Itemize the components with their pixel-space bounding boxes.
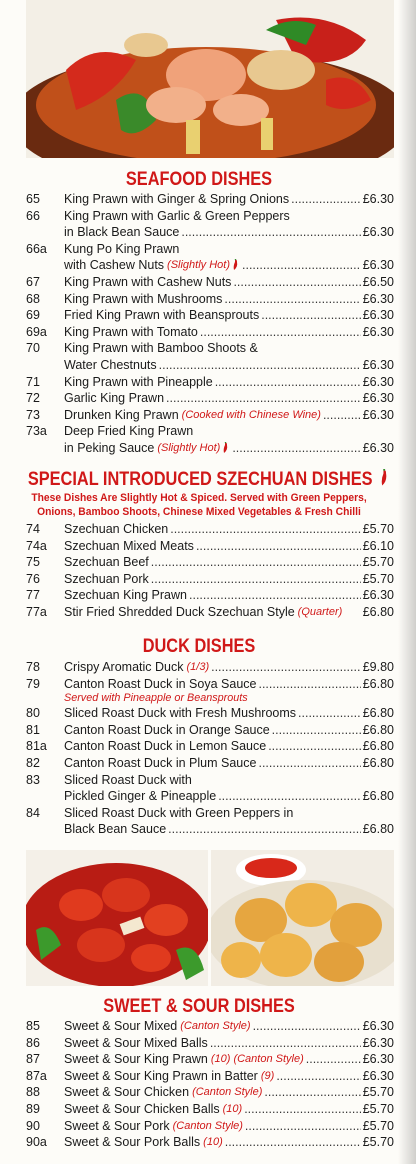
- section-subtitle: These Dishes Are Slightly Hot & Spiced. Served with Green Peppers,: [31, 492, 367, 504]
- item-name: Pickled Ginger & Pineapple: [64, 789, 217, 804]
- item-price: £5.70: [362, 571, 394, 586]
- item-name: in Black Bean Sauce: [64, 225, 180, 240]
- chili-pepper-icon: [379, 469, 391, 487]
- item-name: Kung Po King Prawn: [64, 241, 180, 256]
- item-number: 73: [26, 407, 40, 422]
- dot-leader: [166, 390, 361, 407]
- item-name: Sweet & Sour Pork: [64, 1118, 170, 1133]
- item-name: Sweet & Sour King Prawn in Batter: [64, 1068, 258, 1083]
- item-price: £5.70: [362, 522, 394, 536]
- item-number: 81: [26, 722, 40, 737]
- item-price: £6.30: [362, 291, 394, 306]
- item-number: 89: [26, 1102, 40, 1116]
- item-name: King Prawn with Bamboo Shoots &: [64, 341, 258, 356]
- item-line: [64, 1018, 394, 1035]
- item-name: Sweet & Sour Mixed: [64, 1019, 178, 1033]
- item-number: 87: [26, 1052, 40, 1067]
- item-number: 82: [26, 756, 40, 770]
- item-number: 76: [26, 571, 40, 586]
- szechuan-section: [0, 469, 398, 519]
- item-number: 74a: [26, 538, 47, 553]
- item-line: [64, 274, 394, 291]
- item-number: 73a: [26, 424, 47, 439]
- dot-leader: [233, 274, 360, 291]
- dot-leader: [268, 738, 361, 755]
- item-number: 74: [26, 522, 40, 536]
- item-line: [64, 1035, 394, 1052]
- item-line: [64, 538, 394, 555]
- section-title: DUCK DISHES: [142, 636, 256, 657]
- item-note: (10): [222, 1103, 243, 1115]
- seafood-section: [0, 169, 398, 191]
- item-name: Szechuan Beef: [64, 555, 149, 570]
- item-number: 87a: [26, 1068, 47, 1083]
- chili-wrapper: [220, 440, 230, 457]
- item-price: £6.30: [362, 1035, 394, 1050]
- item-number: 69: [26, 308, 40, 323]
- dot-leader: [189, 587, 361, 604]
- item-line: [64, 440, 394, 457]
- item-price: £6.30: [362, 357, 394, 372]
- dot-leader: [272, 722, 361, 739]
- item-line: [64, 571, 394, 588]
- dot-leader: [168, 821, 361, 838]
- item-price: £6.80: [362, 676, 394, 691]
- sweet-sour-section: [0, 996, 398, 1018]
- dot-leader: [210, 1035, 361, 1052]
- dot-leader: [151, 571, 361, 588]
- item-number: 80: [26, 706, 40, 721]
- item-note: (Slightly Hot): [167, 259, 231, 272]
- item-price: £6.80: [362, 739, 394, 754]
- dot-leader: [258, 676, 360, 693]
- section-title: SEAFOOD DISHES: [125, 169, 273, 190]
- item-name: King Prawn with Tomato: [64, 324, 198, 339]
- item-number: 72: [26, 391, 40, 406]
- item-note: (Cooked with Chinese Wine): [181, 408, 321, 421]
- item-line: [64, 291, 394, 308]
- item-number: 90: [26, 1118, 40, 1133]
- item-name: Sweet & Sour Mixed Balls: [64, 1035, 208, 1050]
- item-note: (Quarter): [297, 606, 343, 618]
- dot-leader: [291, 191, 361, 208]
- dot-leader: [258, 755, 360, 772]
- item-note: (1/3): [186, 661, 210, 673]
- item-number: 66a: [26, 241, 47, 256]
- item-name: Sweet & Sour Chicken Balls: [64, 1102, 220, 1116]
- item-number: 75: [26, 555, 40, 570]
- item-name: Sweet & Sour Pork Balls: [64, 1135, 201, 1150]
- dot-leader: [264, 1084, 360, 1101]
- item-price: £6.80: [362, 789, 394, 804]
- item-number: 70: [26, 341, 40, 356]
- dot-leader: [225, 1134, 361, 1151]
- item-price: £6.80: [362, 706, 394, 721]
- item-price: £6.30: [362, 407, 394, 422]
- dot-leader: [151, 554, 361, 571]
- item-name: Canton Roast Duck in Plum Sauce: [64, 756, 257, 770]
- item-price: £5.70: [362, 1118, 394, 1133]
- item-line: [64, 423, 394, 440]
- dot-leader: [181, 224, 360, 241]
- item-price: £6.30: [362, 1052, 394, 1067]
- item-name: Sweet & Sour Chicken: [64, 1085, 190, 1100]
- item-name: Stir Fried Shredded Duck Szechuan Style: [64, 605, 295, 619]
- item-name: Sliced Roast Duck with: [64, 772, 192, 787]
- dot-leader: [200, 324, 361, 341]
- item-price: £6.30: [362, 192, 394, 206]
- item-price: £9.80: [362, 660, 394, 674]
- item-name: Sliced Roast Duck with Fresh Mushrooms: [64, 706, 297, 721]
- item-price: £6.80: [362, 822, 394, 837]
- item-line: [64, 554, 394, 571]
- item-note: (9): [260, 1069, 275, 1082]
- item-line: [64, 1101, 394, 1118]
- dot-leader: [245, 1118, 361, 1135]
- dot-leader: [218, 788, 361, 805]
- item-name: Szechuan Pork: [64, 571, 149, 586]
- item-line: [64, 208, 394, 225]
- dot-leader: [276, 1068, 360, 1085]
- item-number: 71: [26, 374, 40, 389]
- item-name: Water Chestnuts: [64, 357, 157, 372]
- item-line: [64, 357, 394, 374]
- item-price: £6.30: [362, 308, 394, 323]
- item-note: (Canton Style): [192, 1086, 263, 1099]
- item-number: 88: [26, 1085, 40, 1100]
- item-line: [64, 705, 394, 722]
- dot-leader: [224, 291, 360, 308]
- item-name: Deep Fried King Prawn: [64, 424, 194, 439]
- item-number: 69a: [26, 324, 47, 339]
- chili-wrapper: [230, 257, 240, 274]
- dot-leader: [211, 659, 361, 676]
- item-number: 78: [26, 660, 40, 674]
- item-price: £6.30: [362, 1019, 394, 1033]
- item-number: 84: [26, 805, 40, 820]
- item-line: [64, 241, 394, 258]
- item-name: Szechuan Mixed Meats: [64, 538, 194, 553]
- dot-leader: [323, 407, 361, 424]
- dot-leader: [242, 257, 361, 274]
- item-line: [64, 224, 394, 241]
- item-number: 79: [26, 676, 40, 691]
- item-number: 65: [26, 192, 40, 206]
- item-name: Drunken King Prawn: [64, 407, 179, 422]
- item-name: King Prawn with Cashew Nuts: [64, 275, 232, 289]
- chili-pepper-icon: [222, 442, 230, 454]
- item-line: [64, 340, 394, 357]
- dot-leader: [215, 374, 361, 391]
- item-name: Canton Roast Duck in Orange Sauce: [64, 722, 270, 737]
- item-name: Garlic King Prawn: [64, 391, 165, 406]
- item-number: 67: [26, 275, 40, 289]
- dot-leader: [170, 521, 360, 538]
- item-line: [64, 191, 394, 208]
- item-price: £6.30: [362, 324, 394, 339]
- section-title: [27, 469, 373, 491]
- item-line: [64, 755, 394, 772]
- item-line: [64, 1051, 394, 1068]
- item-line: [64, 1134, 394, 1151]
- item-name: Crispy Aromatic Duck: [64, 660, 184, 674]
- item-note: (Canton Style): [172, 1119, 243, 1132]
- item-number: 85: [26, 1019, 40, 1033]
- item-subnote: Served with Pineapple or Beansprouts: [64, 692, 248, 705]
- item-line: [64, 738, 394, 755]
- page-edge-shadow: [398, 0, 416, 1164]
- section-title: SWEET & SOUR DISHES: [103, 996, 295, 1017]
- item-line: [64, 805, 394, 822]
- item-price: £5.70: [362, 1102, 394, 1116]
- item-line: [64, 788, 394, 805]
- dot-leader: [253, 1018, 361, 1035]
- item-note: (Slightly Hot): [157, 441, 221, 454]
- item-name: King Prawn with Ginger & Spring Onions: [64, 192, 290, 206]
- item-price: £6.30: [362, 225, 394, 240]
- item-number: 86: [26, 1035, 40, 1050]
- item-price: £6.30: [362, 374, 394, 389]
- item-note: (10) (Canton Style): [210, 1053, 304, 1066]
- dot-leader: [196, 538, 361, 555]
- item-name: Szechuan King Prawn: [64, 588, 187, 603]
- item-price: £6.50: [362, 275, 394, 289]
- dot-leader: [232, 440, 360, 457]
- item-line: [64, 407, 394, 424]
- dot-leader: [159, 357, 361, 374]
- item-line: [64, 1118, 394, 1135]
- item-line: [64, 772, 394, 789]
- item-name: Fried King Prawn with Beansprouts: [64, 308, 260, 323]
- item-note: (10): [203, 1136, 223, 1149]
- item-line: [64, 390, 394, 407]
- item-price: £6.30: [362, 391, 394, 406]
- item-number: 66: [26, 208, 40, 223]
- item-line: [64, 821, 394, 838]
- item-name: Sliced Roast Duck with Green Peppers in: [64, 805, 294, 820]
- item-line: [64, 1068, 394, 1085]
- item-number: 77a: [26, 605, 47, 619]
- chili-pepper-icon: [232, 259, 240, 271]
- item-number: 68: [26, 291, 40, 306]
- dot-leader: [244, 1101, 361, 1118]
- item-number: 77: [26, 588, 40, 603]
- item-price: £6.30: [362, 440, 394, 455]
- item-line: [64, 659, 394, 676]
- item-price: £5.70: [362, 1085, 394, 1100]
- item-name: in Peking Sauce: [64, 440, 155, 455]
- item-line: [64, 307, 394, 324]
- item-line: [64, 324, 394, 341]
- item-price: £6.30: [362, 258, 394, 273]
- item-price: £5.70: [362, 555, 394, 570]
- item-price: £6.30: [362, 588, 394, 603]
- item-name: Canton Roast Duck in Soya Sauce: [64, 676, 257, 691]
- item-number: 81a: [26, 739, 47, 754]
- item-price: £6.80: [362, 722, 394, 737]
- item-name: King Prawn with Garlic & Green Peppers: [64, 208, 290, 223]
- section-subtitle: Onions, Bamboo Shoots, Chinese Mixed Vegetables & Fresh Chilli: [37, 506, 361, 518]
- dot-leader: [261, 307, 360, 324]
- item-name: Black Bean Sauce: [64, 822, 167, 837]
- duck-section: [0, 636, 398, 658]
- section-title-text: SPECIAL INTRODUCED SZECHUAN DISHES: [27, 469, 373, 490]
- item-line: [64, 604, 394, 621]
- item-name: with Cashew Nuts: [64, 258, 165, 273]
- item-note: (Canton Style): [180, 1020, 251, 1032]
- item-number: 83: [26, 772, 40, 787]
- item-line: [64, 722, 394, 739]
- sweet-sour-balls-photo: [211, 850, 394, 986]
- item-name: King Prawn with Mushrooms: [64, 291, 223, 306]
- item-name: King Prawn with Pineapple: [64, 374, 213, 389]
- item-line: [64, 521, 394, 538]
- item-price: £5.70: [362, 1135, 394, 1150]
- sweet-sour-chicken-photo: [26, 850, 208, 986]
- item-number: 90a: [26, 1135, 47, 1150]
- item-line: [64, 587, 394, 604]
- item-name: Sweet & Sour King Prawn: [64, 1052, 208, 1067]
- item-price: £6.80: [362, 756, 394, 770]
- dot-leader: [306, 1051, 361, 1068]
- item-price: £6.30: [362, 1068, 394, 1083]
- item-line: [64, 374, 394, 391]
- item-name: Szechuan Chicken: [64, 522, 169, 536]
- king-prawn-cashew-photo: [26, 0, 394, 158]
- item-line: [64, 1084, 394, 1101]
- dot-leader: [298, 705, 361, 722]
- item-line: [64, 257, 394, 274]
- item-name: Canton Roast Duck in Lemon Sauce: [64, 739, 267, 754]
- item-price: £6.10: [362, 538, 394, 553]
- item-price: £6.80: [362, 605, 394, 619]
